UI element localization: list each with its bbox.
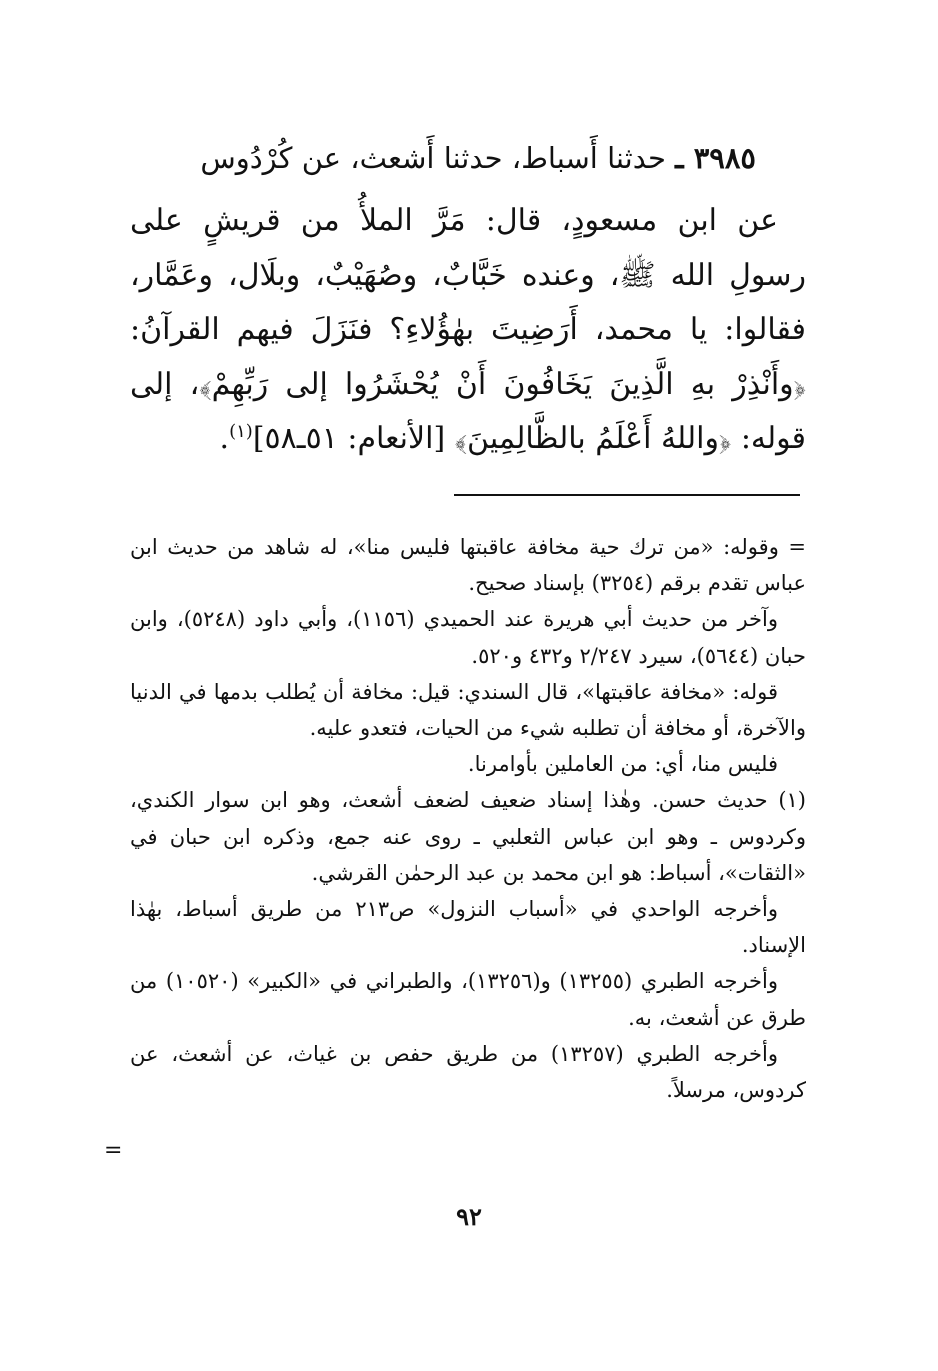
footnote-paragraph: وأخرجه الطبري (١٣٢٥٧) من طريق حفص بن غياث، عن أشعث، عن كردوس، مرسلاً.: [130, 1041, 806, 1103]
footnote-divider: [454, 494, 800, 496]
hadith-number: ٣٩٨٥ ـ: [675, 141, 756, 175]
footnote-reference: (١): [229, 421, 253, 442]
hadith-matn: عن ابن مسعودٍ، قال: مَرَّ الملأُ من قريشٍ على رسولِ الله ﷺ، وعنده خَبَّابٌ، وصُهَيْبٌ، وبلَال، وعَمَّار، فقالوا: يا محمد، أَرَضِيتَ بهٰؤُلاءِ؟ فنَزَلَ فيهم القرآنُ: ﴿وأَنْذِرْ بهِ الَّذِينَ يَخَافُونَ أَنْ يُحْشَرُوا إلى رَبِّهِمْ﴾، إلى قوله: ﴿واللهُ أَعْلَمُ بالظَّالِمِينَ﴾ [الأنعام: ٥١ـ٥٨]: [130, 203, 806, 456]
continuation-mark: =: [104, 1138, 123, 1163]
footnote-paragraph: قوله: «مخافة عاقبتها»، قال السندي: قيل: مخافة أن يُطلب بدمها في الدنيا والآخرة، أو مخافة أن تطلبه شيء من الحيات، فتعدو عليه.: [130, 679, 806, 741]
hadith-header: [196, 136, 756, 180]
footnote-paragraph: فليس منا، أي: من العاملين بأوامرنا.: [467, 752, 778, 777]
page-number: ٩٢: [456, 1202, 482, 1231]
footnote-paragraph: وأخرجه الواحدي في «أسباب النزول» ص٢١٣ من طريق أسباط، بهٰذا الإسناد.: [130, 897, 806, 958]
footnote-paragraph: وآخر من حديث أبي هريرة عند الحميدي (١١٥٦)، وأبي داود (٥٢٤٨)، وابن حبان (٥٦٤٤)، سيرد ٢/٢٤٧ و٤٣٢ و٥٢٠.: [130, 607, 806, 668]
footnote-paragraph: (١) حديث حسن. وهٰذا إسناد ضعيف لضعف أشعث، وهو ابن سوار الكندي، وكردوس ـ وهو ابن عباس الثعلبي ـ روى عنه جمع، وذكره ابن حبان في «الثقات»، أسباط: هو ابن محمد بن عبد الرحمٰن القرشي.: [130, 788, 806, 885]
hadith-text: [130, 194, 806, 467]
footnotes: [130, 529, 806, 1108]
footnote-paragraph: = وقوله: «من ترك حية مخافة عاقبتها فليس منا»، له شاهد من حديث ابن عباس تقدم برقم (٣٢٥٤) بإسناد صحيح.: [130, 535, 806, 596]
hadith-end-mark: .: [219, 421, 230, 456]
footnote-paragraph: وأخرجه الطبري (١٣٢٥٥) و(١٣٢٥٦)، والطبراني في «الكبير» (١٠٥٢٠) من طرق عن أشعث، به.: [130, 969, 806, 1030]
hadith-isnad: حدثنا أَسباط، حدثنا أَشعث، عن كُرْدُوس: [200, 141, 666, 175]
